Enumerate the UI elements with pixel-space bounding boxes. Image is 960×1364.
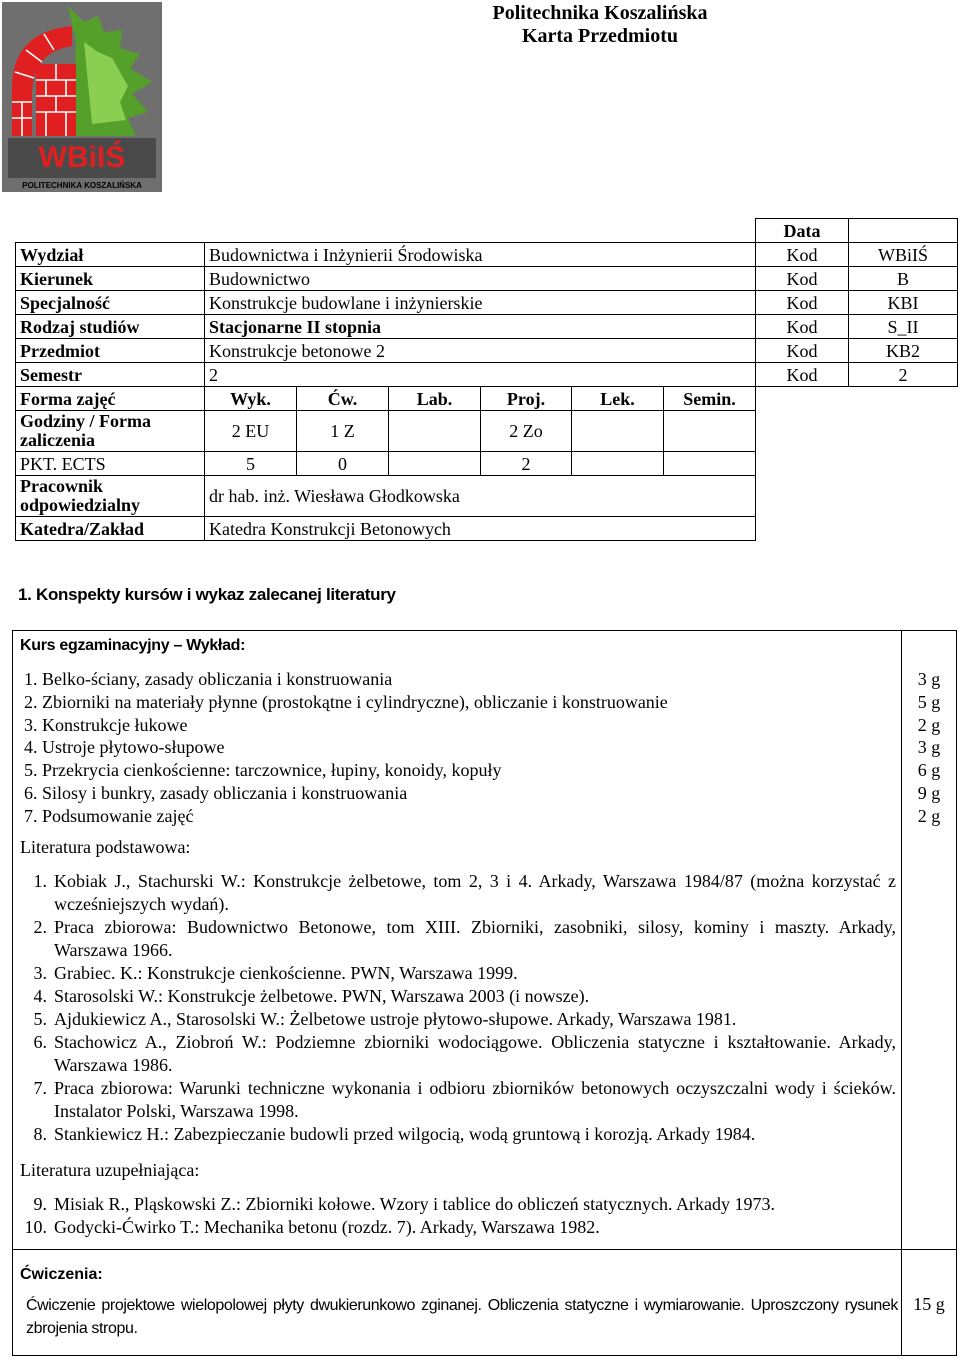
item-text: Godycki-Ćwirko T.: Mechanika betonu (rozdz. 7). Arkady, Warszawa 1982.: [54, 1217, 600, 1237]
kod-value: 2: [849, 363, 958, 387]
item-number: 2.: [33, 917, 47, 937]
logo-graphic: [2, 2, 162, 192]
lit-extra-title: Literatura uzupełniająca:: [20, 1160, 200, 1180]
hours-value: 3 g: [917, 737, 941, 758]
hours-value: 2 g: [917, 805, 941, 826]
item-number: 6.: [33, 1032, 47, 1052]
item-text: Praca zbiorowa: Budownictwo Betonowe, tom XIII. Zbiorniki, zasobniki, silosy, kominy i maszty. Arkady, Warszawa 1966.: [54, 917, 896, 960]
item-text: Grabiec. K.: Konstrukcje cienkościenne. PWN, Warszawa 1999.: [54, 963, 518, 983]
row-label-specjalnosc: Specjalność: [16, 291, 205, 315]
course-title: Kurs egzaminacyjny – Wykład:: [20, 637, 246, 654]
table-row: [16, 315, 958, 339]
item-number: 9.: [33, 1194, 47, 1214]
ects-cw: 0: [297, 452, 389, 476]
item-number: 10.: [24, 1217, 47, 1237]
hours-value: 9 g: [917, 782, 941, 803]
katedra-row: [16, 517, 958, 541]
list-item: 4. Ustroje płytowo-słupowe: [24, 737, 225, 758]
item-text: Stachowicz A., Ziobroń W.: Podziemne zbiorniki wodociągowe. Obliczenia statyczne i kształtowanie. Arkady, Warszawa 1986.: [54, 1032, 896, 1075]
item-number: 8.: [33, 1124, 47, 1144]
list-item: 1. Belko-ściany, zasady obliczania i konstruowania: [24, 669, 393, 689]
godziny-wyk: 2 EU: [205, 411, 297, 452]
pracownik-value: dr hab. inż. Wiesława Głodkowska: [205, 476, 756, 517]
ects-row: [16, 452, 958, 476]
kod-value: WBiIŚ: [849, 243, 958, 267]
table-row: [16, 267, 958, 291]
table-row: [16, 291, 958, 315]
item-text: Stankiewicz H.: Zabezpieczanie budowli przed wilgocią, wodą gruntową i korozją. Arkady 1984.: [54, 1124, 756, 1144]
exercises-hours: 15 g: [913, 1294, 945, 1314]
kod-label: Kod: [756, 339, 849, 363]
topic-hours: [903, 668, 955, 828]
godziny-row: [16, 411, 958, 452]
exercises-title: Ćwiczenia:: [20, 1266, 103, 1283]
row-label-kierunek: Kierunek: [16, 267, 205, 291]
section-title: 1. Konspekty kursów i wykaz zalecanej literatury: [18, 585, 396, 604]
table-row: [16, 363, 958, 387]
row-value-kierunek: Budownictwo: [205, 267, 756, 291]
list-item: [20, 1193, 896, 1216]
kod-value: S_II: [849, 315, 958, 339]
list-item: [20, 916, 896, 962]
list-item: [20, 1216, 896, 1239]
kod-value: KB2: [849, 339, 958, 363]
kod-label: Kod: [756, 243, 849, 267]
item-number: 3.: [33, 963, 47, 983]
data-row: [16, 219, 958, 243]
list-item: 2. Zbiorniki na materiały płynne (prostokątne i cylindryczne), obliczanie i konstruowanie: [24, 691, 668, 712]
list-item: [20, 870, 896, 916]
course-info-table: [15, 218, 958, 541]
forma-col-semin: Semin.: [664, 387, 756, 411]
ects-wyk: 5: [205, 452, 297, 476]
exercises-description: Ćwiczenie projektowe wielopolowej płyty dwukierunkowo zginanej. Obliczenia statyczne i wymiarowanie. Uproszczony rysunek zbrojenia stropu.: [26, 1297, 898, 1337]
forma-col-lab: Lab.: [389, 387, 481, 411]
godziny-proj: 2 Zo: [481, 411, 572, 452]
lit-extra-list: [20, 1193, 896, 1239]
kod-label: Kod: [756, 315, 849, 339]
table-row: [16, 339, 958, 363]
list-item: [20, 962, 896, 985]
hours-value: 5 g: [917, 691, 941, 712]
forma-label: Forma zajęć: [16, 387, 205, 411]
logo-subtitle: POLITECHNIKA KOSZALIŃSKA: [22, 181, 142, 190]
item-number: 7.: [33, 1078, 47, 1098]
godziny-semin: [664, 411, 756, 452]
item-text: Misiak R., Pląskowski Z.: Zbiorniki kołowe. Wzory i tablice do obliczeń statycznych. Arkady 1973.: [54, 1194, 776, 1214]
forma-col-proj: Proj.: [481, 387, 572, 411]
kod-label: Kod: [756, 363, 849, 387]
row-label-rodzaj-studiow: Rodzaj studiów: [16, 315, 205, 339]
topic-list: [24, 668, 884, 828]
list-item: [20, 985, 896, 1008]
list-item: 7. Podsumowanie zajęć: [24, 805, 194, 826]
katedra-label: Katedra/Zakład: [16, 517, 205, 541]
forma-col-wyk: Wyk.: [205, 387, 297, 411]
item-number: 4.: [33, 986, 47, 1006]
list-item: [20, 1077, 896, 1123]
item-text: Praca zbiorowa: Warunki techniczne wykonania i odbioru zbiorników betonowych oczyszczalni wody i ścieków. Instalator Polski, Warszawa 1998.: [54, 1078, 896, 1121]
ects-lek: [572, 452, 664, 476]
data-label: Data: [756, 219, 849, 243]
lit-basic-list: [20, 870, 896, 1146]
forma-row: [16, 387, 958, 411]
katedra-value: Katedra Konstrukcji Betonowych: [205, 517, 756, 541]
pracownik-label: Pracownik odpowiedzialny: [16, 476, 205, 517]
ects-semin: [664, 452, 756, 476]
pracownik-row: [16, 476, 958, 517]
godziny-cw: 1 Z: [297, 411, 389, 452]
data-value: [849, 219, 958, 243]
row-value-przedmiot: Konstrukcje betonowe 2: [205, 339, 756, 363]
hours-value: 6 g: [917, 760, 941, 781]
list-item: 5. Przekrycia cienkościenne: tarczownice, łupiny, konoidy, kopuły: [24, 760, 502, 781]
list-item: 6. Silosy i bunkry, zasady obliczania i konstruowania: [24, 782, 408, 803]
row-value-wydzial: Budownictwa i Inżynierii Środowiska: [205, 243, 756, 267]
item-number: 5.: [33, 1009, 47, 1029]
row-value-semestr: 2: [205, 363, 756, 387]
item-text: Starosolski W.: Konstrukcje żelbetowe. PWN, Warszawa 2003 (i nowsze).: [54, 986, 590, 1006]
list-item: [20, 1031, 896, 1077]
hours-value: 2 g: [917, 714, 941, 735]
university-name: Politechnika Koszalińska: [492, 2, 708, 24]
row-value-rodzaj-studiow: Stacjonarne II stopnia: [205, 315, 756, 339]
row-label-przedmiot: Przedmiot: [16, 339, 205, 363]
kod-label: Kod: [756, 291, 849, 315]
kod-value: B: [849, 267, 958, 291]
list-item: [20, 1123, 896, 1146]
row-value-specjalnosc: Konstrukcje budowlane i inżynierskie: [205, 291, 756, 315]
logo-wordmark: WBiIŚ: [38, 141, 126, 174]
ects-label: PKT. ECTS: [16, 452, 205, 476]
kod-value: KBI: [849, 291, 958, 315]
document-title: Karta Przedmiotu: [521, 25, 679, 47]
forma-col-cw: Ćw.: [297, 387, 389, 411]
ects-lab: [389, 452, 481, 476]
list-item: [20, 1008, 896, 1031]
university-logo: [2, 2, 162, 192]
ects-proj: 2: [481, 452, 572, 476]
forma-col-lek: Lek.: [572, 387, 664, 411]
item-text: Kobiak J., Stachurski W.: Konstrukcje żelbetowe, tom 2, 3 i 4. Arkady, Warszawa 1984/87 (można korzystać z wcześniejszych wydań).: [54, 871, 896, 914]
row-label-wydzial: Wydział: [16, 243, 205, 267]
row-label-semestr: Semestr: [16, 363, 205, 387]
hours-value: 3 g: [917, 669, 941, 689]
lit-basic-title: Literatura podstawowa:: [20, 837, 191, 857]
godziny-label: Godziny / Forma zaliczenia: [16, 411, 205, 452]
kod-label: Kod: [756, 267, 849, 291]
item-text: Ajdukiewicz A., Starosolski W.: Żelbetowe ustroje płytowo-słupowe. Arkady, Warszawa 1981.: [54, 1009, 737, 1029]
item-number: 1.: [33, 871, 47, 891]
godziny-lab: [389, 411, 481, 452]
list-item: 3. Konstrukcje łukowe: [24, 714, 188, 735]
table-row: [16, 243, 958, 267]
godziny-lek: [572, 411, 664, 452]
